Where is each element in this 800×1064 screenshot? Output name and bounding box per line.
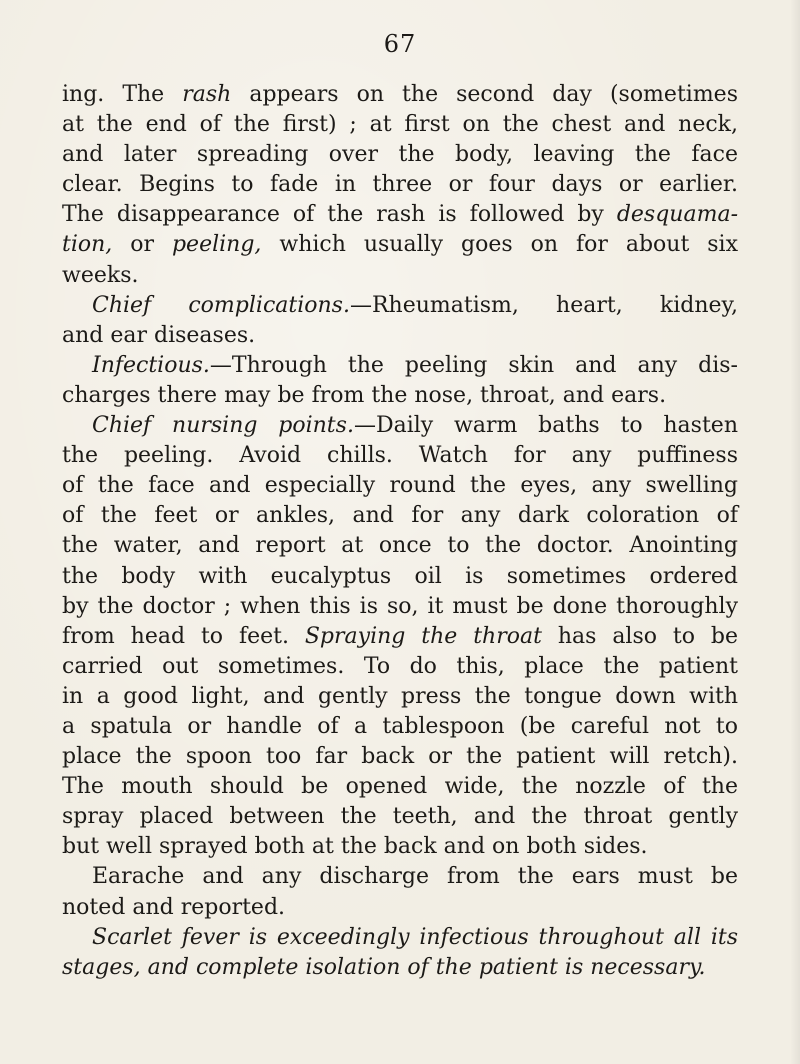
text-segment: the peeling. Avoid chills. Watch for any puffiness	[62, 443, 738, 469]
text-segment: but well sprayed both at the back and on both sides.	[62, 834, 648, 860]
text-segment: —Daily warm baths to hasten	[353, 413, 738, 439]
italic-text-segment: rash	[182, 82, 232, 107]
text-line	[62, 622, 738, 652]
text-segment: carried out sometimes. To do this, place the patient	[62, 653, 738, 679]
text-line	[62, 712, 738, 742]
text-line	[62, 772, 738, 802]
page-number: 67	[383, 30, 417, 58]
text-segment: of the face and especially round the eyes, any swelling	[62, 473, 738, 499]
italic-text-segment: tion,	[62, 232, 113, 258]
italic-text-segment: Spraying the throat	[304, 623, 542, 649]
text-segment: which usually goes on for about six	[261, 232, 738, 258]
text-segment: ing. The	[62, 82, 183, 107]
text-line	[62, 592, 738, 622]
text-line	[62, 832, 738, 862]
text-line	[62, 411, 738, 441]
text-line	[62, 200, 738, 230]
text-segment: and ear diseases.	[62, 322, 256, 348]
text-line	[62, 682, 738, 712]
text-segment: spray placed between the teeth, and the throat gently	[62, 804, 738, 830]
text-line	[62, 291, 738, 321]
text-line	[62, 531, 738, 561]
text-segment: —Through the peeling skin and any dis-	[209, 352, 738, 378]
italic-text-segment: desquama-	[616, 202, 738, 228]
text-line	[62, 230, 738, 260]
text-segment: The mouth should be opened wide, the nozzle of the	[62, 774, 738, 800]
italic-text-segment: Chief complications.	[92, 292, 350, 318]
text-line	[62, 110, 738, 140]
text-line	[62, 170, 738, 200]
text-segment: and later spreading over the body, leaving the face	[62, 142, 738, 168]
text-line	[62, 441, 738, 471]
text-line	[62, 802, 738, 832]
text-segment: weeks.	[62, 262, 139, 288]
text-segment: or	[112, 232, 172, 258]
italic-text-segment: stages, and complete isolation of the patient is necessary.	[62, 954, 706, 980]
text-segment: The disappearance of the rash is followed by	[62, 202, 617, 228]
text-segment: in a good light, and gently press the tongue down with	[62, 683, 738, 709]
text-segment: place the spoon too far back or the patient will retch).	[62, 744, 738, 770]
text-segment: —Rheumatism, heart, kidney,	[349, 292, 739, 318]
text-line	[62, 562, 738, 592]
text-line	[62, 862, 738, 892]
text-segment: noted and reported.	[62, 894, 286, 920]
text-segment: a spatula or handle of a tablespoon (be careful not to	[62, 713, 738, 739]
text-line	[62, 351, 738, 381]
text-segment: of the feet or ankles, and for any dark coloration of	[62, 503, 738, 529]
text-line	[62, 652, 738, 682]
text-line	[62, 261, 738, 291]
italic-text-segment: Scarlet fever is exceedingly infectious throughout all its	[92, 924, 738, 950]
text-segment: clear. Begins to fade in three or four days or earlier.	[62, 172, 738, 198]
text-line	[62, 80, 738, 110]
text-segment: the body with eucalyptus oil is sometimes ordered	[62, 563, 738, 589]
text-line	[62, 381, 738, 411]
text-line	[62, 471, 738, 501]
text-segment: the water, and report at once to the doctor. Anointing	[62, 533, 738, 559]
page-edge-shadow	[790, 0, 800, 1064]
text-line	[62, 321, 738, 351]
italic-text-segment: peeling,	[171, 232, 262, 258]
text-line	[62, 140, 738, 170]
text-segment: has also to be	[541, 623, 738, 649]
text-segment: by the doctor ; when this is so, it must be done thoroughly	[62, 593, 738, 619]
italic-text-segment: Infectious.	[92, 352, 210, 378]
text-segment: from head to feet.	[62, 623, 305, 649]
text-segment: charges there may be from the nose, throat, and ears.	[62, 382, 667, 408]
text-line	[62, 923, 738, 953]
text-line	[62, 501, 738, 531]
text-segment: at the end of the first) ; at first on the chest and neck,	[62, 112, 738, 138]
italic-text-segment: Chief nursing points.	[92, 413, 354, 439]
text-segment: Earache and any discharge from the ears must be	[92, 864, 738, 890]
text-segment: appears on the second day (sometimes	[231, 82, 738, 107]
text-line	[62, 953, 738, 983]
text-line	[62, 893, 738, 923]
body-text	[62, 80, 738, 983]
text-line	[62, 742, 738, 772]
